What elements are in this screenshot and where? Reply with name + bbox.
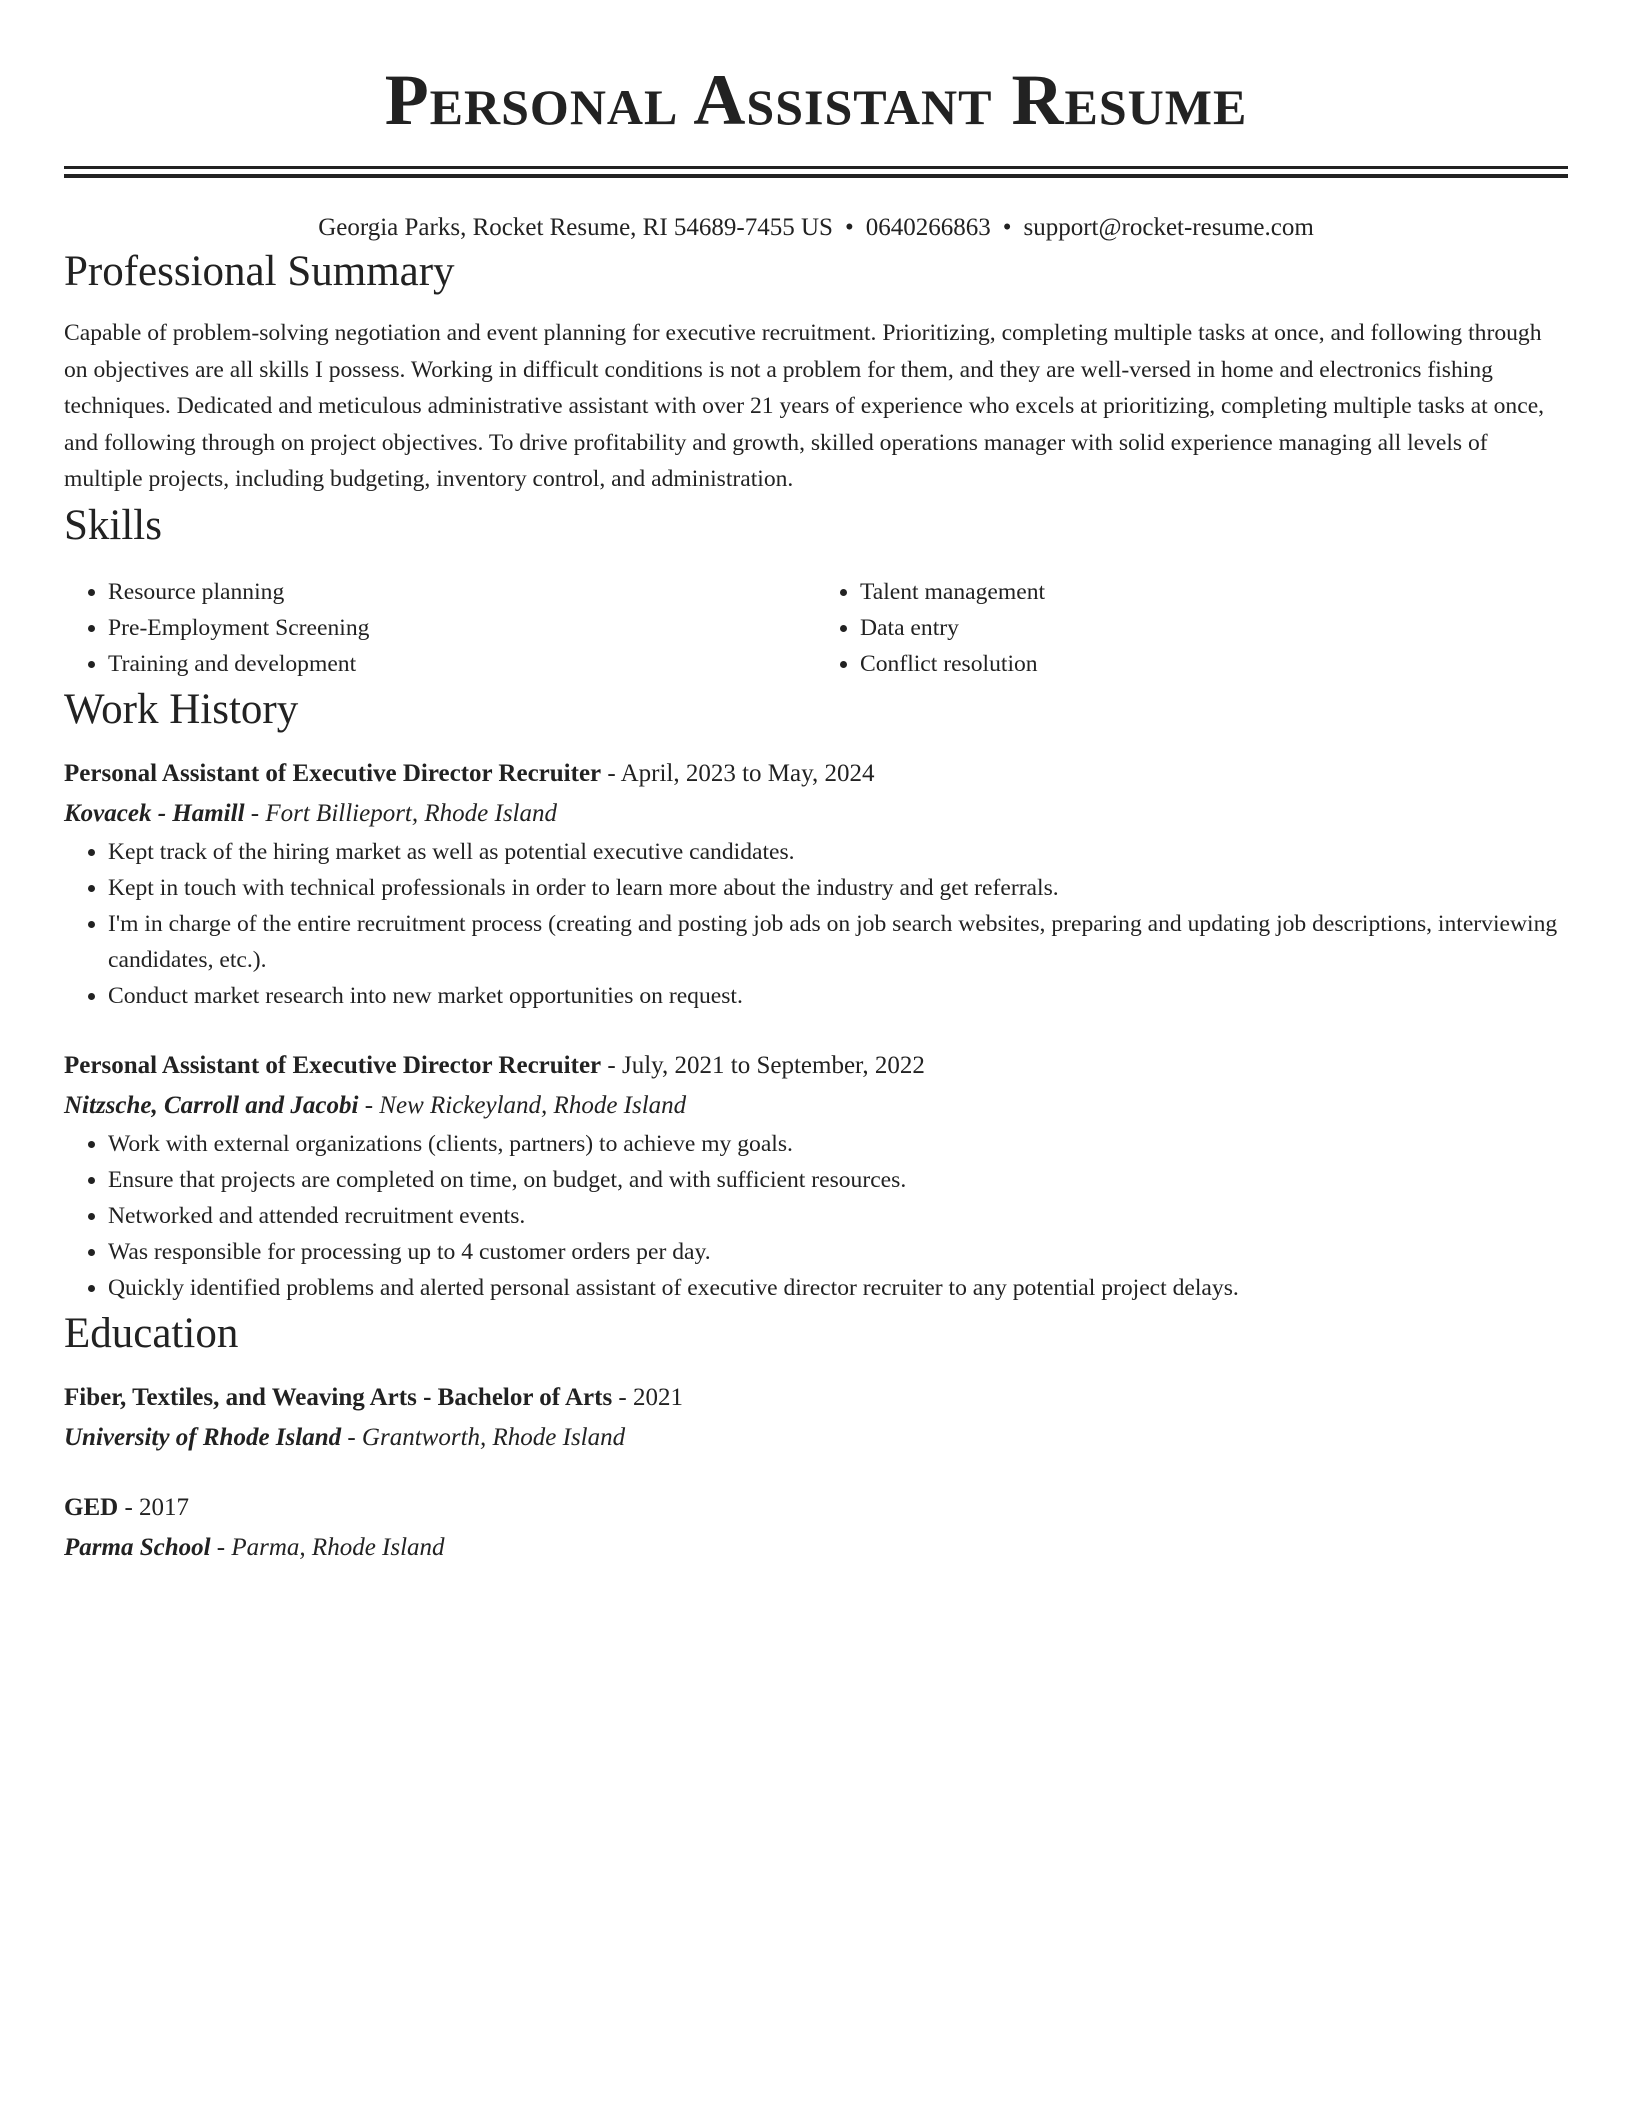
education-degree-line	[64, 1378, 1568, 1418]
job-bullets	[64, 834, 1568, 1014]
education-year: - 2017	[118, 1493, 190, 1521]
job-title-line	[64, 1046, 1568, 1086]
skill-item: • Conflict resolution	[860, 646, 1568, 682]
contact-phone: 0640266863	[865, 214, 991, 241]
contact-separator: •	[1002, 214, 1012, 241]
job-location: - New Rickeyland, Rhode Island	[358, 1091, 687, 1119]
summary-text: Capable of problem-solving negotiation and event planning for executive recruitment. Prioritizing, completing multiple tasks at once, and following through on objectives are all skills I possess. Working in difficult conditions is not a problem for them, and they are well-versed in home and electronics fishing techniques. Dedicated and meticulous administrative assistant with over 21 years of experience who excels at prioritizing, completing multiple tasks at once, and following through on project objectives. To drive profitability and growth, skilled operations manager with solid experience managing all levels of multiple projects, including budgeting, inventory control, and administration.	[64, 320, 1545, 492]
job-dates: - July, 2021 to September, 2022	[601, 1051, 925, 1079]
job-company: Kovacek - Hamill	[64, 799, 245, 827]
contact-address: Georgia Parks, Rocket Resume, RI 54689-7455 US	[318, 214, 833, 241]
job-entry	[64, 1046, 1568, 1306]
education-degree: Fiber, Textiles, and Weaving Arts - Bachelor of Arts	[64, 1383, 613, 1411]
summary-heading: Professional Summary	[64, 248, 455, 295]
education-degree-line	[64, 1488, 1568, 1528]
job-bullet: • Kept track of the hiring market as well as potential executive candidates.	[108, 834, 1568, 870]
skills-column-right	[816, 574, 1568, 682]
job-bullet: • Work with external organizations (clients, partners) to achieve my goals.	[108, 1126, 1568, 1162]
job-title: Personal Assistant of Executive Director Recruiter	[64, 1051, 602, 1079]
education-school: Parma School	[64, 1533, 211, 1561]
education-degree: GED	[64, 1493, 119, 1521]
job-bullet: • Kept in touch with technical professionals in order to learn more about the industry and get referrals.	[108, 870, 1568, 906]
education-year: - 2021	[612, 1383, 683, 1411]
contact-separator: •	[844, 214, 854, 241]
skills-heading: Skills	[64, 501, 162, 549]
job-bullet: • Networked and attended recruitment events.	[108, 1198, 1568, 1234]
contact-email: support@rocket-resume.com	[1023, 214, 1314, 241]
job-bullets	[64, 1126, 1568, 1306]
job-bullet: • Quickly identified problems and alerted personal assistant of executive director recruiter to any potential project delays.	[108, 1270, 1568, 1306]
job-bullet: • Was responsible for processing up to 4 customer orders per day.	[108, 1234, 1568, 1270]
page-title: Personal Assistant Resume	[384, 60, 1248, 140]
job-bullet: • I'm in charge of the entire recruitment process (creating and posting job ads on job search websites, preparing and updating job descriptions, interviewing candidates, etc.).	[108, 906, 1568, 978]
education-entry	[64, 1488, 1568, 1568]
skill-item: • Resource planning	[108, 574, 816, 610]
education-location: - Parma, Rhode Island	[210, 1533, 445, 1561]
job-title-line	[64, 754, 1568, 794]
skill-item: • Training and development	[108, 646, 816, 682]
job-company: Nitzsche, Carroll and Jacobi	[64, 1091, 359, 1119]
title-divider	[64, 166, 1568, 178]
job-bullet: • Ensure that projects are completed on time, on budget, and with sufficient resources.	[108, 1162, 1568, 1198]
job-location: - Fort Billieport, Rhode Island	[244, 799, 557, 827]
education-entry	[64, 1378, 1568, 1458]
education-school-line	[64, 1418, 1568, 1458]
education-school-line	[64, 1528, 1568, 1568]
job-title: Personal Assistant of Executive Director Recruiter	[64, 759, 602, 787]
job-bullet: • Conduct market research into new market opportunities on request.	[108, 978, 1568, 1014]
skills-column-left	[64, 574, 816, 682]
skill-item: • Pre-Employment Screening	[108, 610, 816, 646]
education-school: University of Rhode Island	[64, 1423, 342, 1451]
education-location: - Grantworth, Rhode Island	[341, 1423, 626, 1451]
work-history-heading: Work History	[64, 685, 299, 733]
contact-line	[64, 212, 1568, 244]
job-company-line	[64, 1086, 1568, 1126]
skill-item: • Talent management	[860, 574, 1568, 610]
job-entry	[64, 754, 1568, 1014]
skills-list	[64, 574, 1568, 682]
skill-item: • Data entry	[860, 610, 1568, 646]
job-dates: - April, 2023 to May, 2024	[601, 759, 875, 787]
education-heading: Education	[64, 1309, 239, 1357]
job-company-line	[64, 794, 1568, 834]
